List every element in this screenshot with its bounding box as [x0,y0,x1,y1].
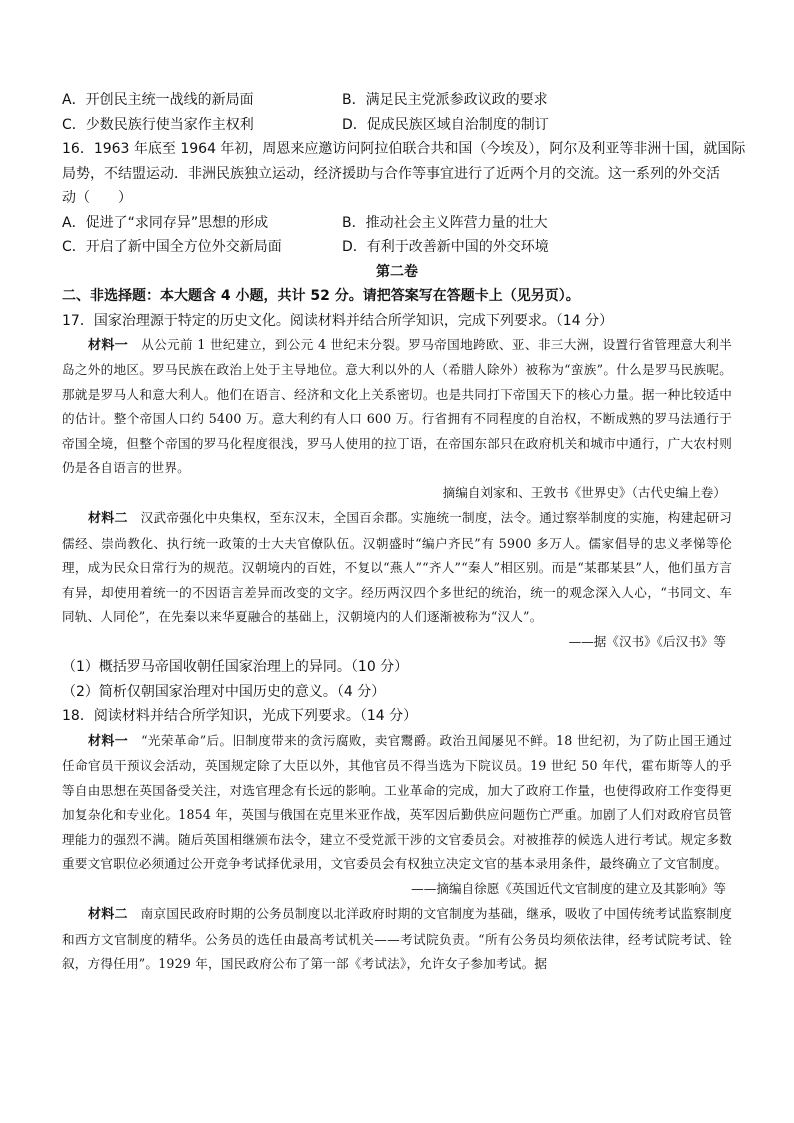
q17-subquestion-1: （1）概括罗马帝国收朝任国家治理上的异同。（10 分） [62,659,409,676]
q15-option-d: D．促成民族区域自治制度的制订 [342,116,549,133]
q15-option-a: A．开创民主统一战线的新局面 [62,92,254,108]
q15-options-row-2 [62,113,732,138]
q18-material-1-text: “光荣革命”后。旧制度带来的贪污腐败，卖官鬻爵。政治丑闻屡见不鲜。18 世纪初，为了防止国王通过任命官员干预议会活动，英国规定除了大臣以外，其他官员不得当选为下院议员。19 世纪 50 年代，霍布斯等人的乎等自由思想在英国备受关注，对选官理念有长远的影响。工业革命的完成，加大了政府工作量，也使得政府工作变得更加复杂化和专业化。1854 年，英国与俄国在克里米亚作战，英军因后勤供应问题伤亡严重。加剧了人们对政府官员管理能力的强烈不满。随后英国相继颁布法令，建立不受党派干涉的文官委员会。对被推荐的候选人进行考试。规定多数重要文官职位必须通过公开竞争考试择优录用，文官委员会有权独立决定文官的基本录用条件，最终确立了文官制度。 [62,732,732,871]
section2-header: 二、非选择题：本大题含 4 小题，共计 52 分。请把答案写在答题卡上（见另页）。 [62,288,580,304]
q18-material-2-tag: 材料二 [88,907,128,923]
q15-option-c: C．少数民族行使当家作主权利 [62,116,254,133]
section2-title: 第二卷 [376,263,418,280]
q17-material-1-source: 摘编自刘家和、王敦书《世界史》（古代史编上卷） [442,485,726,501]
q16-stem-line-3: 动（ ） [62,190,132,206]
q18-material-1-source: ——摘编自徐愿《英国近代文官制度的建立及其影响》等 [411,881,726,897]
q16-option-a: A．促进了“求同存异”思想的形成 [62,214,269,231]
q16-stem-line-1: 16．1963 年底至 1964 年初，周恩来应邀访问阿拉伯联合共和国（今埃及），阿尔及利亚等非洲十国，就国际 [62,141,746,157]
q16-option-d: D．有利于改善新中国的外交环境 [342,239,549,255]
q18-material-1-tag: 材料一 [88,733,129,749]
q17-subquestion-2: （2）简析仅朝国家治理对中国历史的意义。（4 分） [62,683,386,700]
q17-material-2 [62,506,732,629]
q15-option-b: B．满足民主党派参政议政的要求 [342,92,548,108]
q17-stem: 17．国家治理源于特定的历史文化。阅读材料并结合所学知识，完成下列要求。（14 分） [62,312,614,329]
q16-option-c: C．开启了新中国全方位外交新局面 [62,239,282,255]
q16-stem-line-2: 局势，不结盟运动．非洲民族独立运动，经济援助与合作等事宜进行了近两个月的交流。这一系列的外交活 [62,165,720,182]
q15-options-row-1 [62,88,732,113]
q18-material-1 [62,729,732,876]
q18-stem: 18．阅读材料并结合所学知识，光成下列要求。（14 分） [62,708,418,725]
q16-options-row-1 [62,211,732,236]
q18-material-2 [62,902,732,976]
q17-material-2-text: 汉武帝强化中央集权，至东汉末，全国百余郡。实施统一制度，法令。通过察举制度的实施，构建起研习儒经、崇尚教化、执行统一政策的士大夫官僚队伍。汉朝盛时“编户齐民”有 5900 多万人。儒家倡导的忠义孝悌等伦理，成为民众日常行为的规范。汉朝境内的百姓，不复以“燕人”“齐人”“秦人”相区别。而是“某郡某县”人，他们虽方言有异，却使用着统一的不因语言差异而改变的文字。经历两汉四个多世纪的统治，统一的观念深入人心，“书同文、车同轨、人同伦”，在先秦以来华夏融合的基础上，汉朝境内的人们逐渐被称为“汉人”。 [62,510,732,625]
q16-options-row-2 [62,235,732,260]
q17-material-1-tag: 材料一 [88,338,129,353]
q17-material-2-tag: 材料二 [88,511,128,527]
q17-material-1 [62,333,732,480]
exam-page [62,88,746,977]
q17-material-1-text: 从公元前 1 世纪建立，到公元 4 世纪末分裂。罗马帝国地跨欧、亚、非三大洲，设置行省管理意大利半岛之外的地区。罗马民族在政治上处于主导地位。意大利以外的人（希腊人除外）被称为“蛮族”。什么是罗马民族呢。那就是罗马人和意大利人。他们在语言、经济和文化上关系密切。也是共同打下帝国天下的核心力量。据一种比较适中的估计。整个帝国人口约 5400 万。意大利约有人口 600 万。行省拥有不同程度的自治权，不断成熟的罗马法通行于帝国全境，但整个帝国的罗马化程度很浅，罗马人使用的拉丁语，在帝国东部只在政府机关和城市中通行，广大农村则仍是各自语言的世界。 [62,337,732,476]
q17-material-2-source: ——据《汉书》《后汉书》等 [568,634,726,650]
q16-option-b: B．推动社会主义阵营力量的壮大 [342,214,548,231]
q18-material-2-text: 南京国民政府时期的公务员制度以北洋政府时期的文官制度为基础，继承，吸收了中国传统考试监察制度和西方文官制度的精华。公务员的选任由最高考试机关——考试院负责。“所有公务员均须依法律，经考试院考试、铨叙，方得任用”。1929 年，国民政府公布了第一部《考试法》，允许女子参加考试。据 [62,906,732,972]
